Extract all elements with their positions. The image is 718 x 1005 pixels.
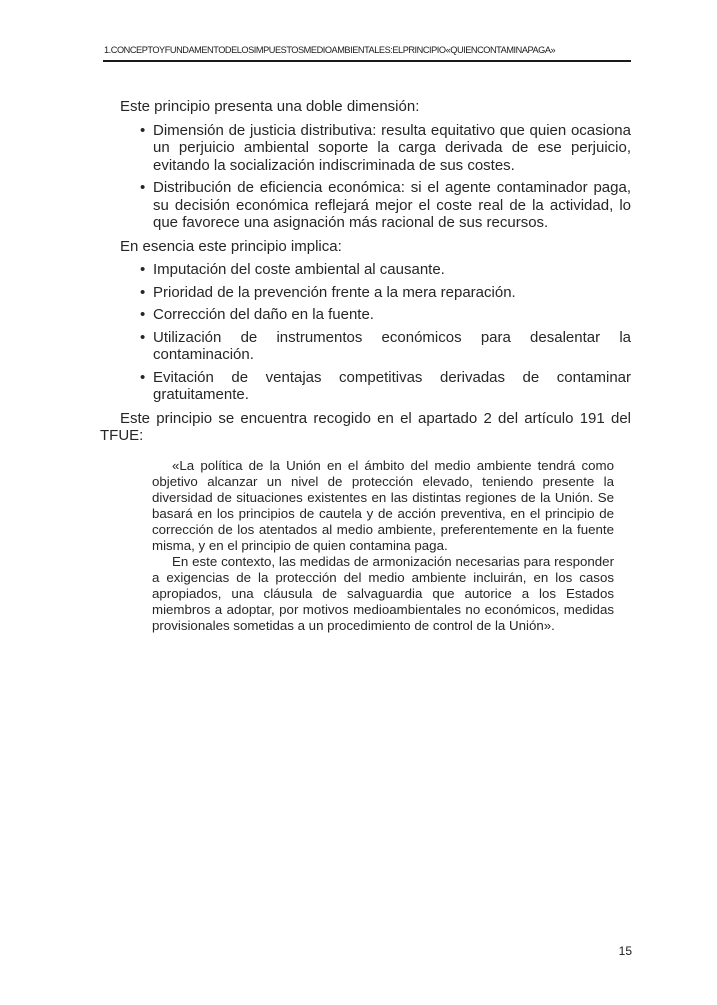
bullet-icon: • <box>140 179 146 196</box>
bullet-icon: • <box>140 368 146 386</box>
list-item <box>120 261 631 279</box>
list-item <box>120 369 631 404</box>
page-number: 15 <box>618 944 632 958</box>
list-item-text: Distribución de eficiencia económica: si el agente contaminador paga, su decisión económica reflejará mejor el coste real de la actividad, lo que favorece una asignación más racional de sus recursos. <box>153 179 631 231</box>
implication-list <box>120 261 631 404</box>
paragraph-tfue <box>100 409 631 445</box>
list-item-text: Imputación del coste ambiental al causante. <box>153 261 445 278</box>
header-rule <box>103 60 631 62</box>
quote-paragraph-2: En este contexto, las medidas de armonización necesarias para responder a exigencias de la protección del medio ambiente incluirán, en los casos apropiados, una cláusula de salvaguardia que autorice a los Estados miembros a adoptar, por motivos medioambientales no económicos, medidas provisionales sometidas a un procedimiento de control de la Unión». <box>152 554 614 633</box>
running-header: 1.CONCEPTOYFUNDAMENTODELOSIMPUESTOSMEDIOAMBIENTALES:ELPRINCIPIO«QUIENCONTAMINAPAGA» <box>104 45 556 55</box>
list-item <box>120 306 631 324</box>
list-item <box>120 329 631 364</box>
list-item-text: Utilización de instrumentos económicos para desalentar la contaminación. <box>153 328 631 363</box>
list-item-text: Dimensión de justicia distributiva: resulta equitativo que quien ocasiona un perjuicio ambiental soporte la carga derivada de ese perjuicio, evitando la socialización indiscriminada de sus costes. <box>153 121 631 174</box>
list-item <box>120 179 631 232</box>
dimension-list <box>120 122 631 232</box>
bullet-icon: • <box>140 328 146 346</box>
paragraph-double-dimension: Este principio presenta una doble dimensión: <box>120 98 420 115</box>
tfue-line-1: Este principio se encuentra recogido en el apartado 2 del artículo 191 del <box>120 409 631 427</box>
main-text <box>100 98 631 445</box>
list-item-text: Evitación de ventajas competitivas derivadas de contaminar gratuitamente. <box>153 368 631 403</box>
block-quote <box>152 458 614 634</box>
bullet-icon: • <box>140 283 146 301</box>
paragraph-implications: En esencia este principio implica: <box>120 237 342 255</box>
tfue-line-2: TFUE: <box>100 427 144 444</box>
list-item <box>120 284 631 302</box>
bullet-icon: • <box>140 261 146 278</box>
quote-paragraph-1: «La política de la Unión en el ámbito del medio ambiente tendrá como objetivo alcanzar un nivel de protección elevado, teniendo presente la diversidad de situaciones existentes en las distintas regiones de la Unión. Se basará en los principios de cautela y de acción preventiva, en el principio de corrección de los atentados al medio ambiente, preferentemente en la fuente misma, y en el principio de quien contamina paga. <box>152 458 614 553</box>
list-item-text: Corrección del daño en la fuente. <box>153 306 374 323</box>
list-item-text: Prioridad de la prevención frente a la mera reparación. <box>153 283 516 301</box>
list-item <box>120 122 631 175</box>
bullet-icon: • <box>140 306 146 323</box>
bullet-icon: • <box>140 121 146 139</box>
